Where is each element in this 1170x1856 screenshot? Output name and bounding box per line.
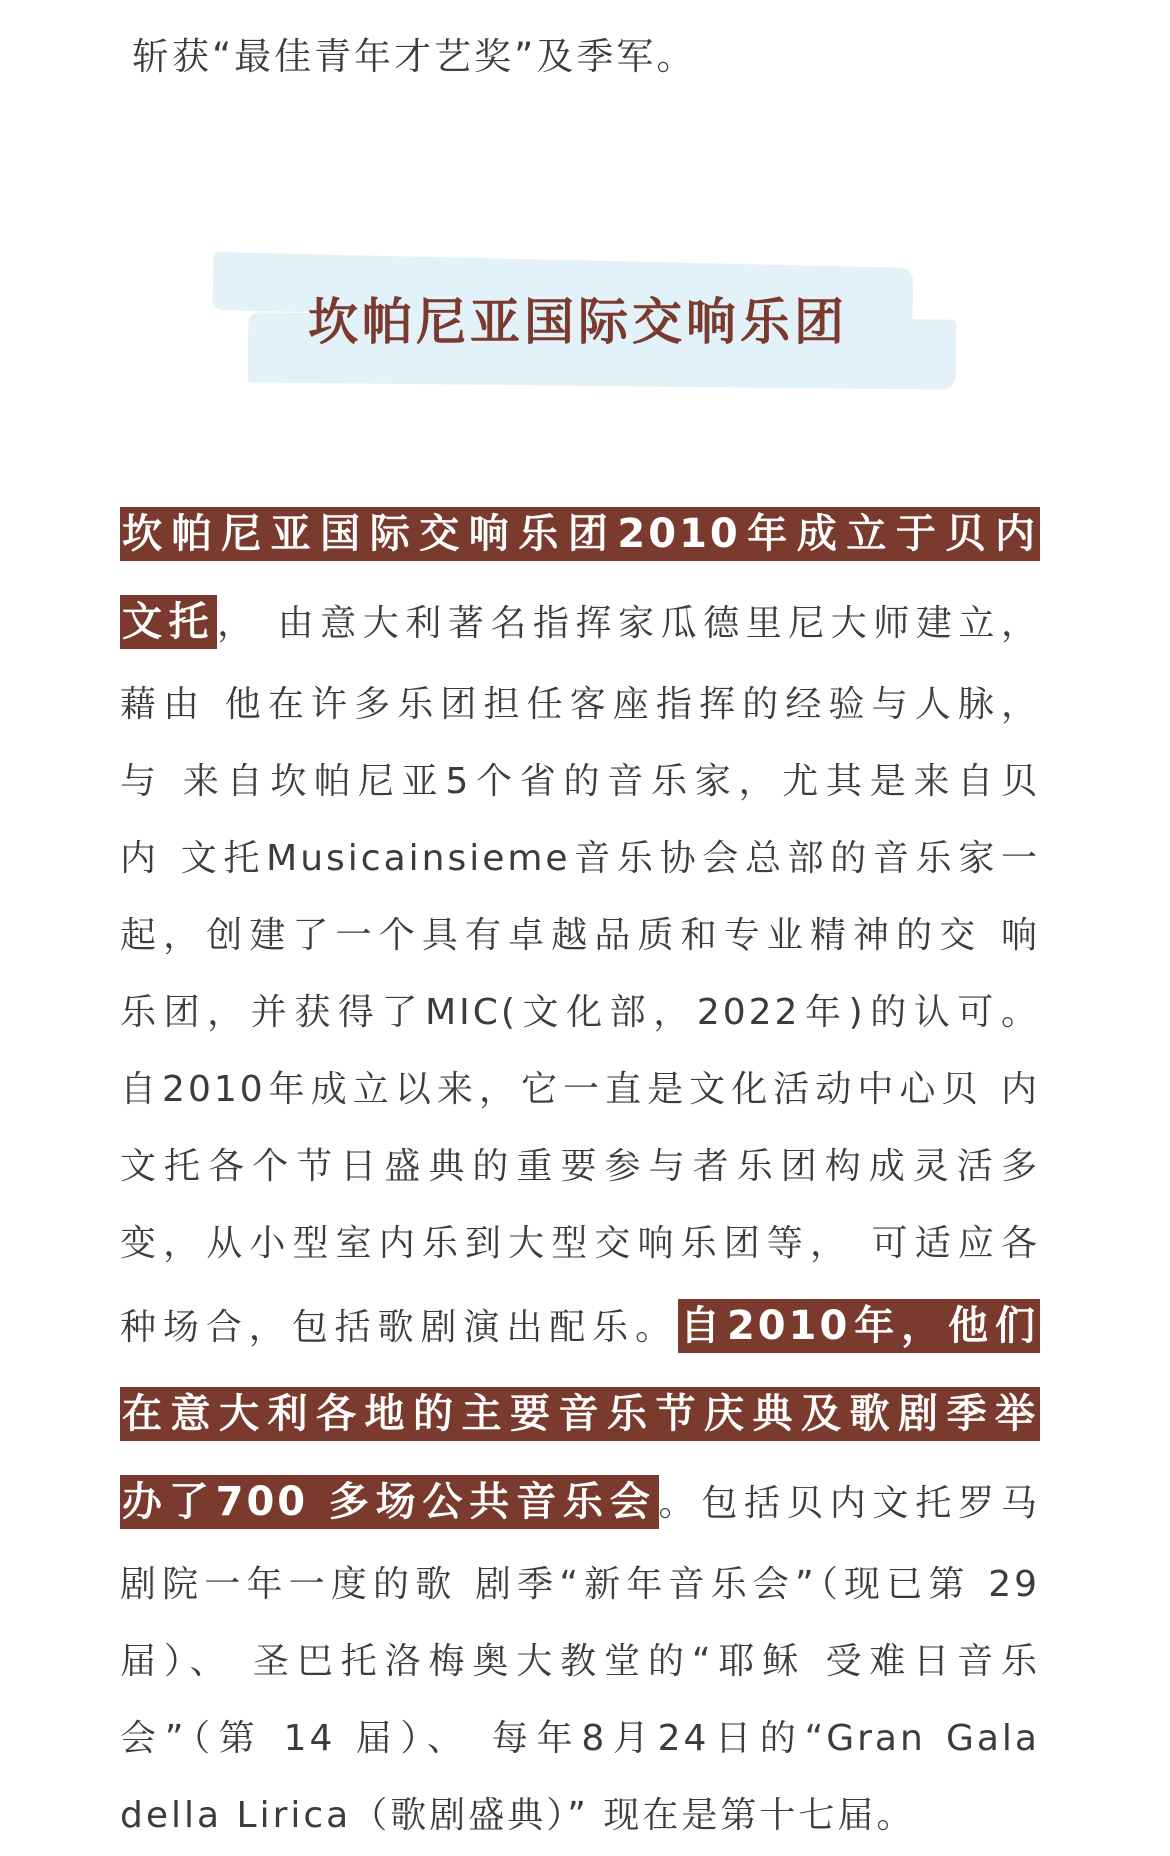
highlighted-text: 在意大利各地的主要音乐节庆典及歌剧季举	[120, 1387, 1040, 1441]
section-title: 坎帕尼亚国际交响乐团	[308, 293, 848, 351]
paragraph-text: 种场合，包括歌剧演出配乐。	[120, 1307, 679, 1348]
paragraph-line: 剧院一年一度的歌 剧季“新年音乐会”（现已第 29	[120, 1564, 1040, 1605]
paragraph-text: ， 由意大利著名指挥家瓜德里尼大师建立，	[217, 603, 1041, 644]
paragraph-line: 届）、 圣巴托洛梅奥大教堂的“耶稣 受难日音乐	[120, 1641, 1040, 1682]
intro-tail-text: 斩获“最佳青年才艺奖”及季军。	[132, 35, 697, 78]
paragraph-line: della Lirica（歌剧盛典）” 现在是第十七届。	[120, 1795, 916, 1836]
highlighted-text: 办了700 多场公共音乐会	[120, 1475, 659, 1529]
paragraph-line: 起，创建了一个具有卓越品质和专业精神的交 响	[120, 915, 1040, 956]
section-header	[208, 258, 958, 418]
paragraph-line	[120, 490, 1040, 578]
paragraph-line: 变，从小型室内乐到大型交响乐团等， 可适应各	[120, 1223, 1040, 1264]
paragraph-line: 内 文托Musicainsieme音乐协会总部的音乐家一	[120, 838, 1040, 879]
paragraph-text: 。包括贝内文托罗马	[658, 1483, 1040, 1524]
highlighted-text: 坎帕尼亚国际交响乐团2010年成立于贝内	[120, 507, 1040, 561]
paragraph-line: 乐团，并获得了MIC(文化部，2022年)的认可。	[120, 992, 1040, 1033]
paragraph-line	[120, 1370, 1040, 1458]
paragraph-line	[120, 578, 1040, 666]
paragraph-line: 藉由 他在许多乐团担任客座指挥的经验与人脉，	[120, 684, 1040, 725]
paragraph-line: 文托各个节日盛典的重要参与者乐团构成灵活多	[120, 1146, 1040, 1187]
highlighted-text: 文托	[120, 595, 217, 649]
paragraph-line: 与 来自坎帕尼亚5个省的音乐家，尤其是来自贝	[120, 761, 1040, 802]
paragraph-line: 会”（第 14 届）、 每年8月24日的“Gran Gala	[120, 1718, 1040, 1759]
paragraph-line	[120, 1282, 1040, 1370]
paragraph-line: 自2010年成立以来，它一直是文化活动中心贝 内	[120, 1069, 1040, 1110]
highlighted-text: 自2010年，他们	[678, 1299, 1040, 1353]
paragraph-line	[120, 1458, 1040, 1546]
orchestra-description	[120, 490, 1040, 1854]
